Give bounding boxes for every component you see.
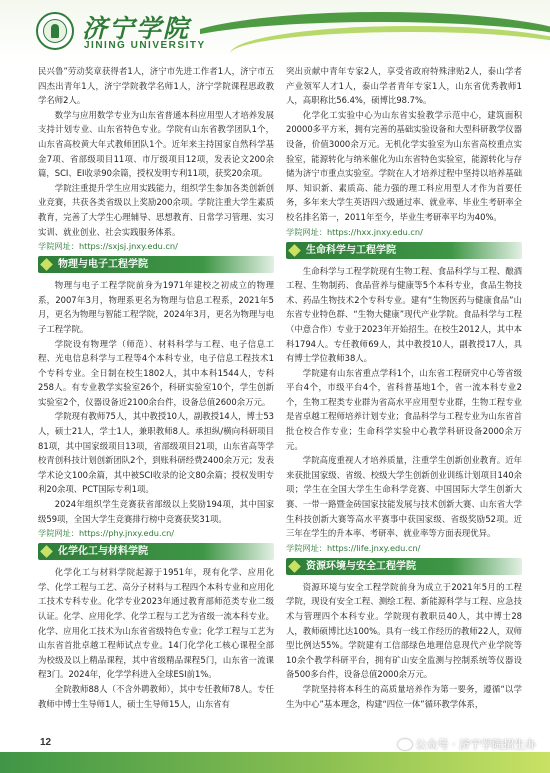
right-column [286, 64, 522, 711]
university-seal-icon [36, 12, 74, 50]
paragraph: 学院现有教师75人，其中教授10人，副教授14人，博士53人，硕士21人，学士1人，兼职教师8人。承担纵/横向科研项目81项，其中国家级项目13项，省部级项目21项，山东省高等学校青创科技计划创新团队2个，到账科研经费2400余万元；发表学术论文100余篇，其中被SCI收录的论文80余篇；授权发明专利20余项、PCT国际专利1项。 [38, 411, 275, 495]
college-website-link[interactable]: 学院网址：https://phy.jnxy.edu.cn/ [38, 528, 175, 539]
paragraph: 数学与应用数学专业为山东省普通本科应用型人才培养发展支持计划专业、山东省特色专业。学院有山东省教学团队1个，山东省高校黄大年式教师团队1个。近年来主持国家自然科学基金7项、省部级项目11项、市厅级项目12项，发表论文200余篇，SCI、EI收录90余篇，授权发明专利11项，获奖20余项。 [38, 109, 274, 179]
paragraph: 全院教师88人（不含外聘教师），其中专任教师78人。专任教师中博士生导师1人，硕士生导师15人，山东省有 [38, 683, 274, 709]
paragraph: 物理与电子工程学院前身为1971年建校之初成立的物理系，2007年3月，物理系更名为物理与信息工程系，2021年5月，更名为物理与智能工程学院，2024年3月，更名为物理与电子工程学院。 [38, 280, 275, 334]
section-title: 化学化工与材料学院 [58, 546, 148, 558]
footer-bar [0, 752, 550, 773]
paragraph: 学院设有物理学（师范）、材料科学与工程、电子信息工程、光电信息科学与工程等4个本科专业，电子信息工程技术1个专科专业。全日制在校生1802人，其中本科1544人，专科258人。有专业教学实验室26个，科研实验室10个，学生创新实验室2个，仪器设备近2100余台件，设备总值2600余万元。 [38, 338, 274, 407]
college-website-link[interactable]: 学院网址：https://life.jnxy.edu.cn/ [286, 542, 421, 553]
section-header-life-science [286, 242, 522, 259]
page-header [0, 0, 550, 60]
wechat-watermark [398, 736, 537, 752]
section-title: 资源环境与安全工程学院 [306, 560, 416, 572]
page-number: 12 [40, 737, 52, 748]
college-website-link[interactable]: 学院网址：https://sxjsj.jnxy.edu.cn/ [38, 241, 178, 252]
paragraph: 化学化工与材料学院起源于1951年，现有化学、应用化学、化学工程与工艺、高分子材料与工程四个本科专业和应用化工技术专科专业。化学专业2023年通过教育部师范类专业二级认证。化学、应用化学、化学工程与工艺为省级一流本科专业。化学、应用化工技术为山东省省级特色专业；化学工程与工艺为山东省首批卓越工程师试点专业。14门化学化工核心课程全部为校级及以上精品课程，其中省级精品课程5门，山东省一流课程3门。2024年，化学学科进入全球ESI前1%。 [38, 567, 274, 680]
section-header-chemistry [38, 543, 274, 560]
watermark-text: 公众号 · 济宁学院招生办 [415, 738, 536, 751]
section-header-resources [286, 558, 522, 575]
brand-name-en: JINING UNIVERSITY [84, 40, 206, 51]
left-column [38, 64, 274, 711]
college-website-link[interactable]: 学院网址：https://hxx.jnxy.edu.cn/ [286, 226, 423, 237]
paragraph: 2024年组织学生竞赛获省部级以上奖励194项，其中国家级59项，全国大学生竞赛排行榜中竞赛获奖31项。 [38, 499, 274, 524]
paragraph: 突出贡献中青年专家2人，享受省政府特殊津贴2人，泰山学者产业领军人才1人，泰山学者青年专家1人，山东省优秀教师1人，高职称比56.4%，硕博比98.7%。 [286, 66, 522, 106]
paragraph: 资源环境与安全工程学院前身为成立于2021年5月的工程学院，现设有安全工程、测绘工程、新能源科学与工程、应急技术与管理四个本科专业。学院现有教职员40人，其中博士28人，教师硕博比达100%。具有一线工作经历的教师22人，双师型比例达55%。学院建有工信部绿色地理信息现代产业学院等10余个教学科研平台，拥有矿山安全监测与控制系统等仪器设备500多台件，设备总值2000余万元。 [286, 581, 522, 680]
diamond-bullet-icon [288, 560, 301, 573]
paragraph: 学院建有山东省重点学科1个，山东省工程研究中心等省级平台4个，市级平台4个，省科普基地1个，省一流本科专业2个，生物工程类专业群为省高水平应用型专业群，生物工程专业是省卓越工程师培养计划专业；食品科学与工程专业为山东省首批仓校合作专业；生命科学实验中心教学科研设备2000余万元。 [286, 367, 522, 451]
section-title: 物理与电子工程学院 [58, 259, 148, 271]
paragraph: 民兴鲁”劳动奖章获得者1人，济宁市先进工作者1人，济宁市五四杰出青年1人，济宁学院教学名师1人，济宁学院课程思政教学名师2人。 [38, 66, 274, 106]
header-wave-decoration [200, 0, 550, 60]
paragraph: 学院坚持将本科生的高质量培养作为第一要务，遵循“以学生为中心”基本理念，构建“四位一体”循环教学体系， [286, 683, 522, 709]
section-header-physics [38, 256, 274, 273]
diamond-bullet-icon [40, 258, 53, 271]
paragraph: 学院注重提升学生应用实践能力，组织学生参加各类创新创业竞赛，共获各类省级以上奖励200余项。学院注重大学生素质教育，完善了大学生心理辅导、思想教育、日常学习管理、实习实训、就业创业、社会实践服务体系。 [38, 182, 274, 237]
paragraph: 生命科学与工程学院现有生物工程、食品科学与工程、酿酒工程、生物制药、食品营养与健康等5个本科专业，食品生物技术、药品生物技术2个专科专业。建有“生物医药与健康食品”山东省专业特色群、“生物大健康”现代产业学院。食品科学与工程（中意合作）专业于2023年开始招生。在校生2012人，其中本科1794人。专任教师69人，其中教授10人，副教授17人，具有博士学位教师38人。 [286, 265, 522, 364]
wechat-icon [398, 739, 412, 750]
section-title: 生命科学与工程学院 [306, 244, 396, 256]
diamond-bullet-icon [288, 244, 301, 257]
diamond-bullet-icon [40, 545, 53, 558]
paragraph: 学院高度重视人才培养质量，注重学生创新创业教育。近年来获批国家级、省级、校级大学生创新创业训练计划项目140余项；学生在全国大学生生命科学竞赛、中国国际大学生创新大赛、一带一路暨金砖国家技能发展与技术创新大赛、山东省大学生科技创新大赛等高水平赛事中获国家级、省级奖励52项。近三年在学生的升本率、考研率、就业率等方面表现优异。 [286, 455, 522, 539]
brand-name-cn: 济宁学院 [82, 14, 191, 43]
paragraph: 化学化工实验中心为山东省实验教学示范中心，建筑面积20000多平方米，拥有完善的基础实验设备和大型科研教学仪器设备，价值3000余万元。无机化学实验室为山东省高校重点实验室，能源转化与纳米催化为山东省特色实验室，能源转化与存储为济宁市重点实验室。学院在人才培养过程中坚持以培养基础厚、知识新、素质高、能力强的理工科应用型人才作为首要任务，多年来大学生英语四六级通过率、就业率、毕业生考研率全校名排名第一，2011年至今，毕业生考研率平均为40%。 [286, 109, 523, 222]
